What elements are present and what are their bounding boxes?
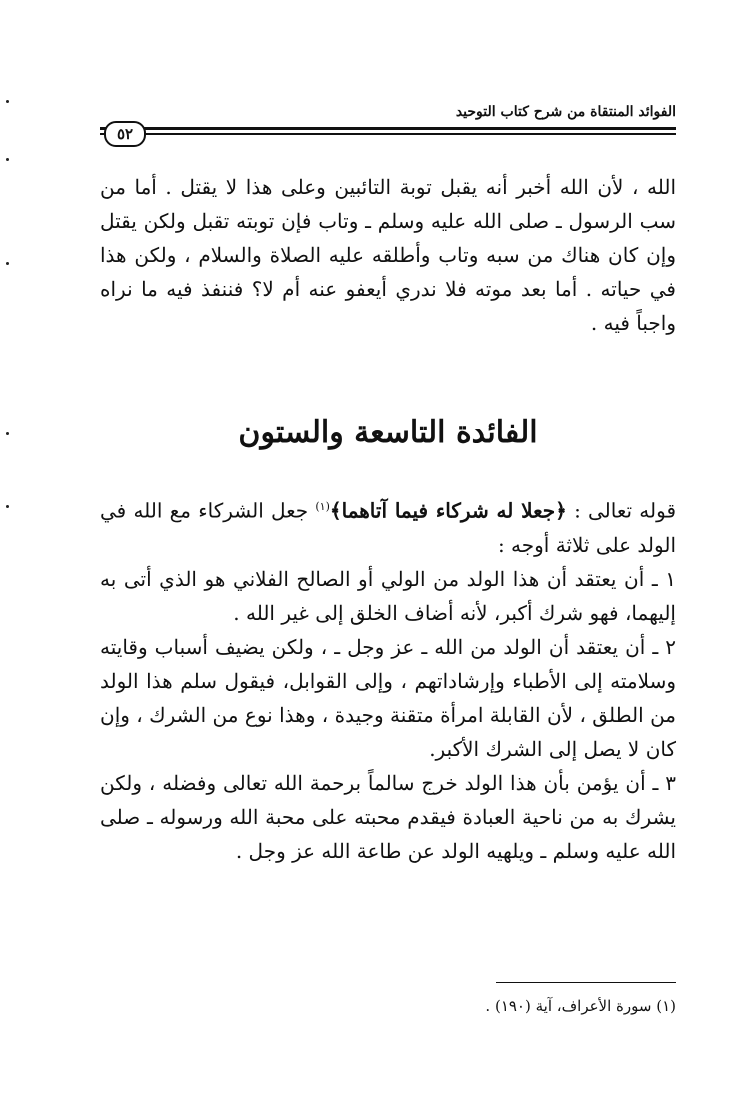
verse-rest: جعل الشركاء مع الله في الولد على ثلاثة أوجه : (100, 498, 676, 557)
verse-lead: قوله تعالى : (574, 498, 677, 523)
footnote: (١) سورة الأعراف، آية (١٩٠) . (485, 997, 676, 1015)
margin-speck (6, 432, 9, 435)
point-three: ٣ ـ أن يؤمن بأن هذا الولد خرج سالماً برحمة الله تعالى وفضله ، ولكن يشرك به من ناحية العبادة فيقدم محبته على محبة الله ورسوله ـ صلى الله عليه وسلم ـ ويلهيه الولد عن طاعة الله عز وجل . (100, 770, 676, 863)
page-header (100, 100, 676, 150)
section-heading: الفائدة التاسعة والستون (238, 415, 538, 450)
margin-speck (6, 158, 9, 161)
verse-paragraph (100, 490, 676, 562)
footnote-mark: (١) (315, 500, 330, 513)
intro-paragraph: الله ، لأن الله أخبر أنه يقبل توبة التائبين وعلى هذا لا يقتل . أما من سب الرسول ـ صلى الله عليه وسلم ـ وتاب فإن توبته تقبل ولكن يقتل وإن كان هناك من سبه وتاب وأطلقه عليه الصلاة والسلام ، ولكن هذا في حياته . أما بعد موته فلا ندري أيعفو عنه أم لا؟ فننفذ فيه ما نراه واجباً فيه . (100, 175, 676, 335)
header-rule-thin (100, 133, 676, 135)
margin-speck (6, 262, 9, 265)
point-one: ١ ـ أن يعتقد أن هذا الولد من الولي أو الصالح الفلاني هو الذي أتى به إليهما، فهو شرك أكبر، لأنه أضاف الخلق إلى غير الله . (100, 566, 676, 625)
quran-verse: ﴿جعلا له شركاء فيما آتاهما﴾ (329, 498, 567, 523)
header-rule-thick (100, 127, 676, 130)
main-text (100, 490, 676, 868)
running-title: الفوائد المنتقاة من شرح كتاب التوحيد (455, 104, 676, 120)
margin-speck (6, 100, 9, 103)
margin-speck (6, 505, 9, 508)
page-number: ٥٢ (104, 121, 146, 147)
footnote-separator (496, 982, 676, 983)
point-two: ٢ ـ أن يعتقد أن الولد من الله ـ عز وجل ـ ، ولكن يضيف أسباب وقايته وسلامته إلى الأطباء وإرشاداتهم ، وإلى القوابل، فيقول سلم هذا الولد من الطلق ، لأن القابلة امرأة متقنة وجيدة ، وهذا نوع من الشرك ، وإن كان لا يصل إلى الشرك الأكبر. (100, 634, 676, 761)
